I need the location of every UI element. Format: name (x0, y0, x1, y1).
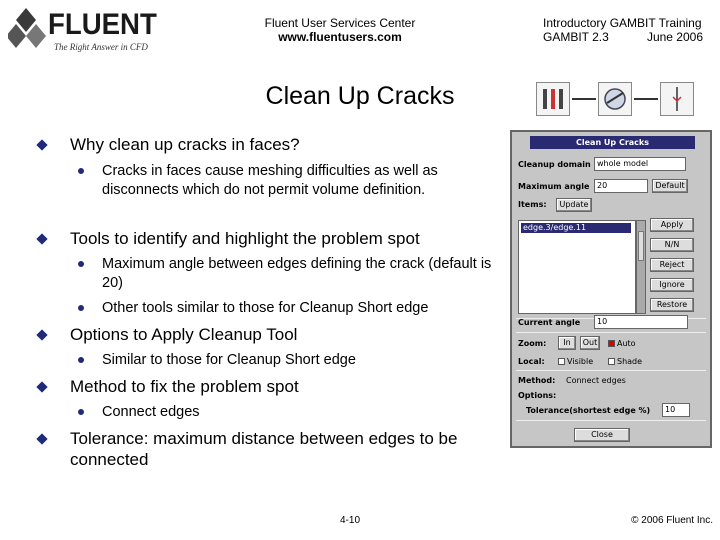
zoom-out-button[interactable]: Out (580, 336, 600, 350)
method-value[interactable]: Connect edges (566, 376, 626, 385)
copyright: © 2006 Fluent Inc. (631, 515, 713, 526)
restore-button[interactable]: Restore (650, 298, 694, 312)
logo-tagline: The Right Answer in CFD (54, 42, 148, 52)
checkbox-icon (608, 358, 615, 365)
update-button[interactable]: Update (556, 198, 592, 212)
checkbox-icon (558, 358, 565, 365)
nn-button[interactable]: N/N (650, 238, 694, 252)
reject-button[interactable]: Reject (650, 258, 694, 272)
sub-bullet-other-tools: Other tools similar to those for Cleanup Short edge (102, 299, 502, 318)
checkbox-checked-icon (608, 340, 615, 347)
bullet-tools-identify: Tools to identify and highlight the problem spot (70, 228, 490, 249)
fluent-logo (8, 6, 168, 54)
bullet-method-fix: Method to fix the problem spot (70, 376, 490, 397)
method-label: Method: (518, 376, 556, 385)
header-course: Introductory GAMBIT Training (543, 16, 702, 30)
bullet-options-apply: Options to Apply Cleanup Tool (70, 324, 490, 345)
divider (516, 332, 706, 333)
visible-checkbox[interactable] (558, 357, 593, 366)
header-right (543, 16, 713, 44)
dialog-title: Clean Up Cracks (530, 136, 695, 149)
ignore-button[interactable]: Ignore (650, 278, 694, 292)
header-version: GAMBIT 2.3 (543, 30, 609, 44)
slide-title: Clean Up Cracks (265, 82, 455, 110)
cleanup-tool-icon[interactable] (598, 82, 632, 116)
gambit-toolbar (536, 82, 706, 116)
maximum-angle-label: Maximum angle (518, 182, 590, 191)
sub-bullet-connect-edges: Connect edges (102, 403, 502, 422)
list-item[interactable]: edge.3/edge.11 (521, 223, 631, 233)
fluent-logo-mark-icon (8, 6, 48, 52)
bullet-tolerance: Tolerance: maximum distance between edges to be connected (70, 428, 490, 470)
zoom-auto-checkbox[interactable] (608, 339, 636, 348)
items-label: Items: (518, 200, 547, 209)
header-date: June 2006 (646, 30, 703, 44)
local-label: Local: (518, 357, 545, 366)
shade-label: Shade (617, 357, 643, 366)
visible-label: Visible (567, 357, 594, 366)
tolerance-input[interactable]: 10 (662, 403, 690, 417)
cleanup-domain-select[interactable]: whole model (594, 157, 686, 171)
options-label: Options: (518, 391, 557, 400)
sub-bullet-similar-short-edge: Similar to those for Cleanup Short edge (102, 351, 502, 370)
header-url: www.fluentusers.com (278, 30, 402, 44)
shade-checkbox[interactable] (608, 357, 642, 366)
divider (516, 420, 706, 421)
geometry-tools-icon[interactable] (536, 82, 570, 116)
divider (516, 370, 706, 371)
zoom-auto-label: Auto (617, 339, 636, 348)
arrow-icon (634, 98, 658, 100)
logo-wordmark: FLUENT (48, 8, 157, 41)
bullet-why-cleanup: Why clean up cracks in faces? (70, 134, 490, 155)
header-center (250, 16, 430, 44)
clean-up-cracks-dialog (510, 130, 712, 448)
current-angle-input[interactable]: 10 (594, 315, 688, 329)
clean-cracks-icon[interactable] (660, 82, 694, 116)
header-org: Fluent User Services Center (264, 16, 416, 30)
cleanup-domain-label: Cleanup domain (518, 160, 591, 169)
arrow-icon (572, 98, 596, 100)
apply-button[interactable]: Apply (650, 218, 694, 232)
close-button[interactable]: Close (574, 428, 630, 442)
default-button[interactable]: Default (652, 179, 688, 193)
tolerance-label: Tolerance(shortest edge %) (526, 406, 651, 415)
items-list[interactable] (518, 220, 636, 314)
zoom-label: Zoom: (518, 339, 547, 348)
zoom-in-button[interactable]: In (558, 336, 576, 350)
sub-bullet-maximum-angle: Maximum angle between edges defining the crack (default is 20) (102, 255, 502, 293)
page-number: 4-10 (340, 515, 361, 526)
current-angle-label: Current angle (518, 318, 581, 327)
sub-bullet-cracks-meshing: Cracks in faces cause meshing difficulties as well as disconnects which do not permit volume definition. (102, 162, 502, 200)
maximum-angle-input[interactable]: 20 (594, 179, 648, 193)
items-scrollbar[interactable] (636, 220, 646, 314)
